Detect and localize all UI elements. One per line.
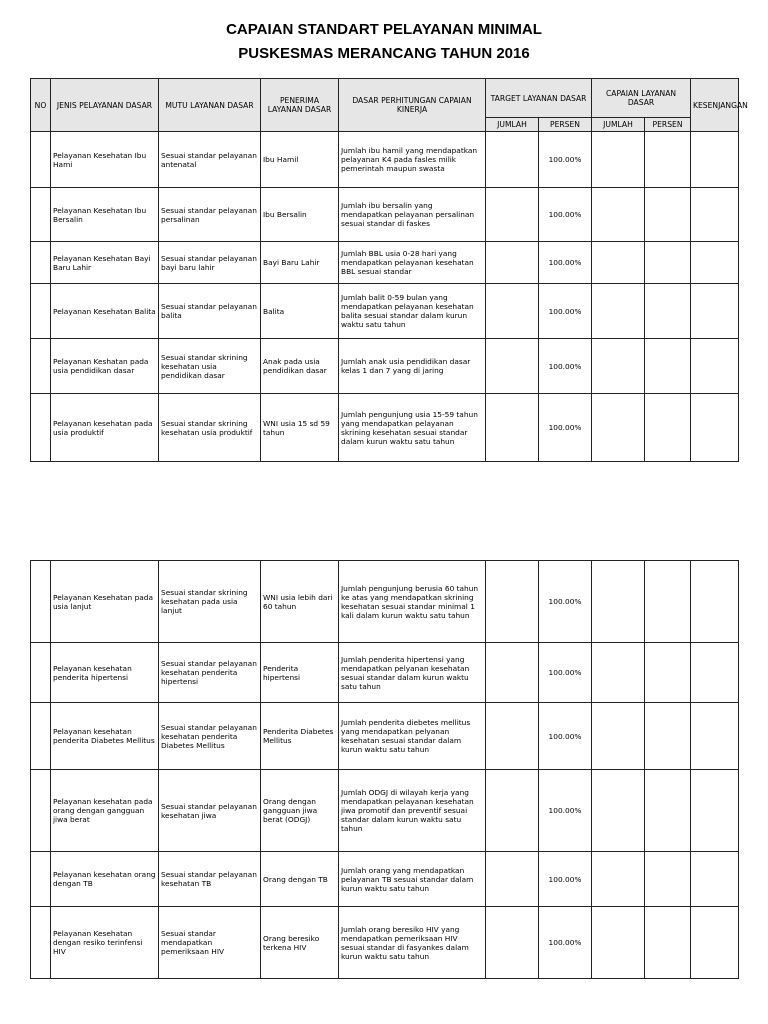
row-target-jumlah xyxy=(486,284,539,339)
row-penerima-layanan: Anak pada usia pendidikan dasar xyxy=(261,339,339,394)
row-no xyxy=(31,643,51,703)
table-row xyxy=(31,339,739,394)
row-target-jumlah xyxy=(486,339,539,394)
row-kesenjangan xyxy=(691,339,739,394)
row-capaian-jumlah xyxy=(592,770,645,852)
table-row xyxy=(31,284,739,339)
row-target-jumlah xyxy=(486,394,539,462)
row-penerima-layanan: Bayi Baru Lahir xyxy=(261,242,339,284)
table-row xyxy=(31,703,739,770)
header-kesenjangan: KESENJANGAN xyxy=(691,79,739,132)
row-target-persen: 100.00% xyxy=(539,852,592,907)
row-dasar-perhitungan: Jumlah pengunjung berusia 60 tahun ke atas yang mendapatkan skrining kesehatan sesuai standar minimal 1 kali dalam kurun waktu satu tahun xyxy=(339,561,486,643)
table-2-body xyxy=(31,561,739,979)
row-target-persen: 100.00% xyxy=(539,188,592,242)
row-capaian-persen xyxy=(645,394,691,462)
row-dasar-perhitungan: Jumlah ibu bersalin yang mendapatkan pelayanan persalinan sesuai standar di faskes xyxy=(339,188,486,242)
row-kesenjangan xyxy=(691,643,739,703)
report-subtitle: PUSKESMAS MERANCANG TAHUN 2016 xyxy=(238,45,530,62)
row-target-persen: 100.00% xyxy=(539,132,592,188)
row-dasar-perhitungan: Jumlah BBL usia 0-28 hari yang mendapatkan pelayanan kesehatan BBL sesuai standar xyxy=(339,242,486,284)
row-penerima-layanan: WNI usia 15 sd 59 tahun xyxy=(261,394,339,462)
row-capaian-jumlah xyxy=(592,284,645,339)
row-penerima-layanan: Ibu Bersalin xyxy=(261,188,339,242)
row-target-persen: 100.00% xyxy=(539,284,592,339)
row-capaian-jumlah xyxy=(592,339,645,394)
row-jenis-pelayanan: Pelayanan kesehatan penderita hipertensi xyxy=(51,643,159,703)
row-capaian-persen xyxy=(645,643,691,703)
row-penerima-layanan: Orang dengan TB xyxy=(261,852,339,907)
row-penerima-layanan: Orang dengan gangguan jiwa berat (ODGJ) xyxy=(261,770,339,852)
row-jenis-pelayanan: Pelayanan kesehatan pada usia produktif xyxy=(51,394,159,462)
table-row xyxy=(31,188,739,242)
row-no xyxy=(31,242,51,284)
row-kesenjangan xyxy=(691,703,739,770)
row-jenis-pelayanan: Pelayanan kesehatan pada orang dengan gangguan jiwa berat xyxy=(51,770,159,852)
row-capaian-persen xyxy=(645,339,691,394)
header-capaian-layanan: CAPAIAN LAYANAN DASAR xyxy=(592,79,691,118)
header-jenis-pelayanan: JENIS PELAYANAN DASAR xyxy=(51,79,159,132)
row-jenis-pelayanan: Pelayanan Keshatan pada usia pendidikan dasar xyxy=(51,339,159,394)
row-target-jumlah xyxy=(486,770,539,852)
row-target-persen: 100.00% xyxy=(539,242,592,284)
row-capaian-jumlah xyxy=(592,132,645,188)
row-capaian-persen xyxy=(645,852,691,907)
row-penerima-layanan: Penderita hipertensi xyxy=(261,643,339,703)
row-kesenjangan xyxy=(691,561,739,643)
row-mutu-layanan: Sesuai standar pelayanan antenatal xyxy=(159,132,261,188)
row-no xyxy=(31,770,51,852)
row-capaian-persen xyxy=(645,242,691,284)
row-dasar-perhitungan: Jumlah pengunjung usia 15-59 tahun yang mendapatkan pelayanan skrining kesehatan sesuai standar dalam kurun waktu satu tahun xyxy=(339,394,486,462)
row-jenis-pelayanan: Pelayanan Kesehatan Ibu Bersalin xyxy=(51,188,159,242)
row-capaian-jumlah xyxy=(592,188,645,242)
row-mutu-layanan: Sesuai standar pelayanan balita xyxy=(159,284,261,339)
spm-table-1 xyxy=(30,78,748,462)
row-capaian-persen xyxy=(645,770,691,852)
row-dasar-perhitungan: Jumlah ibu hamil yang mendapatkan pelayanan K4 pada fasles milik pemerintah maupun swasta xyxy=(339,132,486,188)
row-capaian-persen xyxy=(645,907,691,979)
row-target-persen: 100.00% xyxy=(539,643,592,703)
row-target-jumlah xyxy=(486,188,539,242)
row-capaian-jumlah xyxy=(592,561,645,643)
row-capaian-jumlah xyxy=(592,907,645,979)
row-kesenjangan xyxy=(691,242,739,284)
row-jenis-pelayanan: Pelayanan Kesehatan dengan resiko terinfensi HIV xyxy=(51,907,159,979)
row-capaian-jumlah xyxy=(592,242,645,284)
header-penerima-layanan: PENERIMA LAYANAN DASAR xyxy=(261,79,339,132)
table-row xyxy=(31,242,739,284)
row-target-persen: 100.00% xyxy=(539,339,592,394)
row-dasar-perhitungan: Jumlah balit 0-59 bulan yang mendapatkan pelayanan kesehatan balita sesuai standar dalam kurun waktu satu tahun xyxy=(339,284,486,339)
row-penerima-layanan: Penderita Diabetes Mellitus xyxy=(261,703,339,770)
row-kesenjangan xyxy=(691,188,739,242)
row-mutu-layanan: Sesuai standar pelayanan bayi baru lahir xyxy=(159,242,261,284)
row-capaian-persen xyxy=(645,132,691,188)
row-kesenjangan xyxy=(691,394,739,462)
table-row xyxy=(31,394,739,462)
row-jenis-pelayanan: Pelayanan Kesehatan Ibu Hami xyxy=(51,132,159,188)
row-dasar-perhitungan: Jumlah anak usia pendidikan dasar kelas 1 dan 7 yang di jaring xyxy=(339,339,486,394)
row-penerima-layanan: Balita xyxy=(261,284,339,339)
header-dasar-perhitungan: DASAR PERHITUNGAN CAPAIAN KINERJA xyxy=(339,79,486,132)
row-target-jumlah xyxy=(486,643,539,703)
row-penerima-layanan: WNI usia lebih dari 60 tahun xyxy=(261,561,339,643)
header-no: NO xyxy=(31,79,51,132)
row-kesenjangan xyxy=(691,852,739,907)
table-row xyxy=(31,561,739,643)
row-dasar-perhitungan: Jumlah penderita hipertensi yang mendapatkan pelyanan kesehatan sesuai standar dalam kurun waktu satu tahun xyxy=(339,643,486,703)
row-no xyxy=(31,703,51,770)
row-mutu-layanan: Sesuai standar pelayanan kesehatan jiwa xyxy=(159,770,261,852)
row-kesenjangan xyxy=(691,284,739,339)
table-row xyxy=(31,132,739,188)
row-capaian-persen xyxy=(645,188,691,242)
row-kesenjangan xyxy=(691,770,739,852)
row-target-persen: 100.00% xyxy=(539,561,592,643)
row-mutu-layanan: Sesuai standar pelayanan persalinan xyxy=(159,188,261,242)
row-jenis-pelayanan: Pelayanan Kesehatan Bayi Baru Lahir xyxy=(51,242,159,284)
row-target-persen: 100.00% xyxy=(539,394,592,462)
row-no xyxy=(31,339,51,394)
row-penerima-layanan: Orang beresiko terkena HIV xyxy=(261,907,339,979)
row-target-jumlah xyxy=(486,703,539,770)
row-target-jumlah xyxy=(486,907,539,979)
table-row xyxy=(31,770,739,852)
row-mutu-layanan: Sesuai standar pelayanan kesehatan penderita hipertensi xyxy=(159,643,261,703)
report-title: CAPAIAN STANDART PELAYANAN MINIMAL xyxy=(226,21,542,38)
row-kesenjangan xyxy=(691,132,739,188)
row-capaian-jumlah xyxy=(592,643,645,703)
header-target-persen: PERSEN xyxy=(539,118,592,132)
row-jenis-pelayanan: Pelayanan kesehatan orang dengan TB xyxy=(51,852,159,907)
row-mutu-layanan: Sesuai standar skrining kesehatan pada usia lanjut xyxy=(159,561,261,643)
row-jenis-pelayanan: Pelayanan kesehatan penderita Diabetes Mellitus xyxy=(51,703,159,770)
row-capaian-persen xyxy=(645,284,691,339)
row-no xyxy=(31,132,51,188)
row-no xyxy=(31,561,51,643)
table-row xyxy=(31,852,739,907)
header-target-layanan: TARGET LAYANAN DASAR xyxy=(486,79,592,118)
row-penerima-layanan: Ibu Hamil xyxy=(261,132,339,188)
row-no xyxy=(31,284,51,339)
row-target-jumlah xyxy=(486,852,539,907)
header-capaian-jumlah: JUMLAH xyxy=(592,118,645,132)
row-no xyxy=(31,852,51,907)
header-mutu-layanan: MUTU LAYANAN DASAR xyxy=(159,79,261,132)
row-kesenjangan xyxy=(691,907,739,979)
row-mutu-layanan: Sesuai standar skrining kesehatan usia pendidikan dasar xyxy=(159,339,261,394)
row-mutu-layanan: Sesuai standar pelayanan kesehatan penderita Diabetes Mellitus xyxy=(159,703,261,770)
row-capaian-persen xyxy=(645,703,691,770)
table-1-body xyxy=(31,132,739,462)
row-target-jumlah xyxy=(486,132,539,188)
table-row xyxy=(31,643,739,703)
row-mutu-layanan: Sesuai standar pelayanan kesehatan TB xyxy=(159,852,261,907)
row-dasar-perhitungan: Jumlah penderita diebetes mellitus yang mendapatkan pelyanan kesehatan sesuai standar dalam kurun waktu satu tahun xyxy=(339,703,486,770)
header-capaian-persen: PERSEN xyxy=(645,118,691,132)
row-target-persen: 100.00% xyxy=(539,703,592,770)
row-capaian-jumlah xyxy=(592,703,645,770)
row-jenis-pelayanan: Pelayanan Kesehatan pada usia lanjut xyxy=(51,561,159,643)
header-target-jumlah: JUMLAH xyxy=(486,118,539,132)
row-target-jumlah xyxy=(486,242,539,284)
row-capaian-persen xyxy=(645,561,691,643)
row-jenis-pelayanan: Pelayanan Kesehatan Balita xyxy=(51,284,159,339)
row-dasar-perhitungan: Jumlah ODGJ di wilayah kerja yang mendapatkan pelayanan kesehatan jiwa promotif dan preventif sesuai standar dalam kurun waktu satu tahun xyxy=(339,770,486,852)
row-target-persen: 100.00% xyxy=(539,907,592,979)
row-capaian-jumlah xyxy=(592,394,645,462)
spm-table-2 xyxy=(30,560,739,979)
row-target-jumlah xyxy=(486,561,539,643)
row-no xyxy=(31,907,51,979)
row-target-persen: 100.00% xyxy=(539,770,592,852)
row-mutu-layanan: Sesuai standar skrining kesehatan usia produktif xyxy=(159,394,261,462)
row-no xyxy=(31,394,51,462)
table-row xyxy=(31,907,739,979)
row-dasar-perhitungan: Jumlah orang yang mendapatkan pelayanan TB sesuai standar dalam kurun waktu satu tahun xyxy=(339,852,486,907)
row-no xyxy=(31,188,51,242)
row-capaian-jumlah xyxy=(592,852,645,907)
row-dasar-perhitungan: Jumlah orang beresiko HIV yang mendapatkan pemeriksaan HIV sesuai standar di fasyankes dalam kurun waktu satu tahun xyxy=(339,907,486,979)
row-mutu-layanan: Sesuai standar mendapatkan pemeriksaan HIV xyxy=(159,907,261,979)
